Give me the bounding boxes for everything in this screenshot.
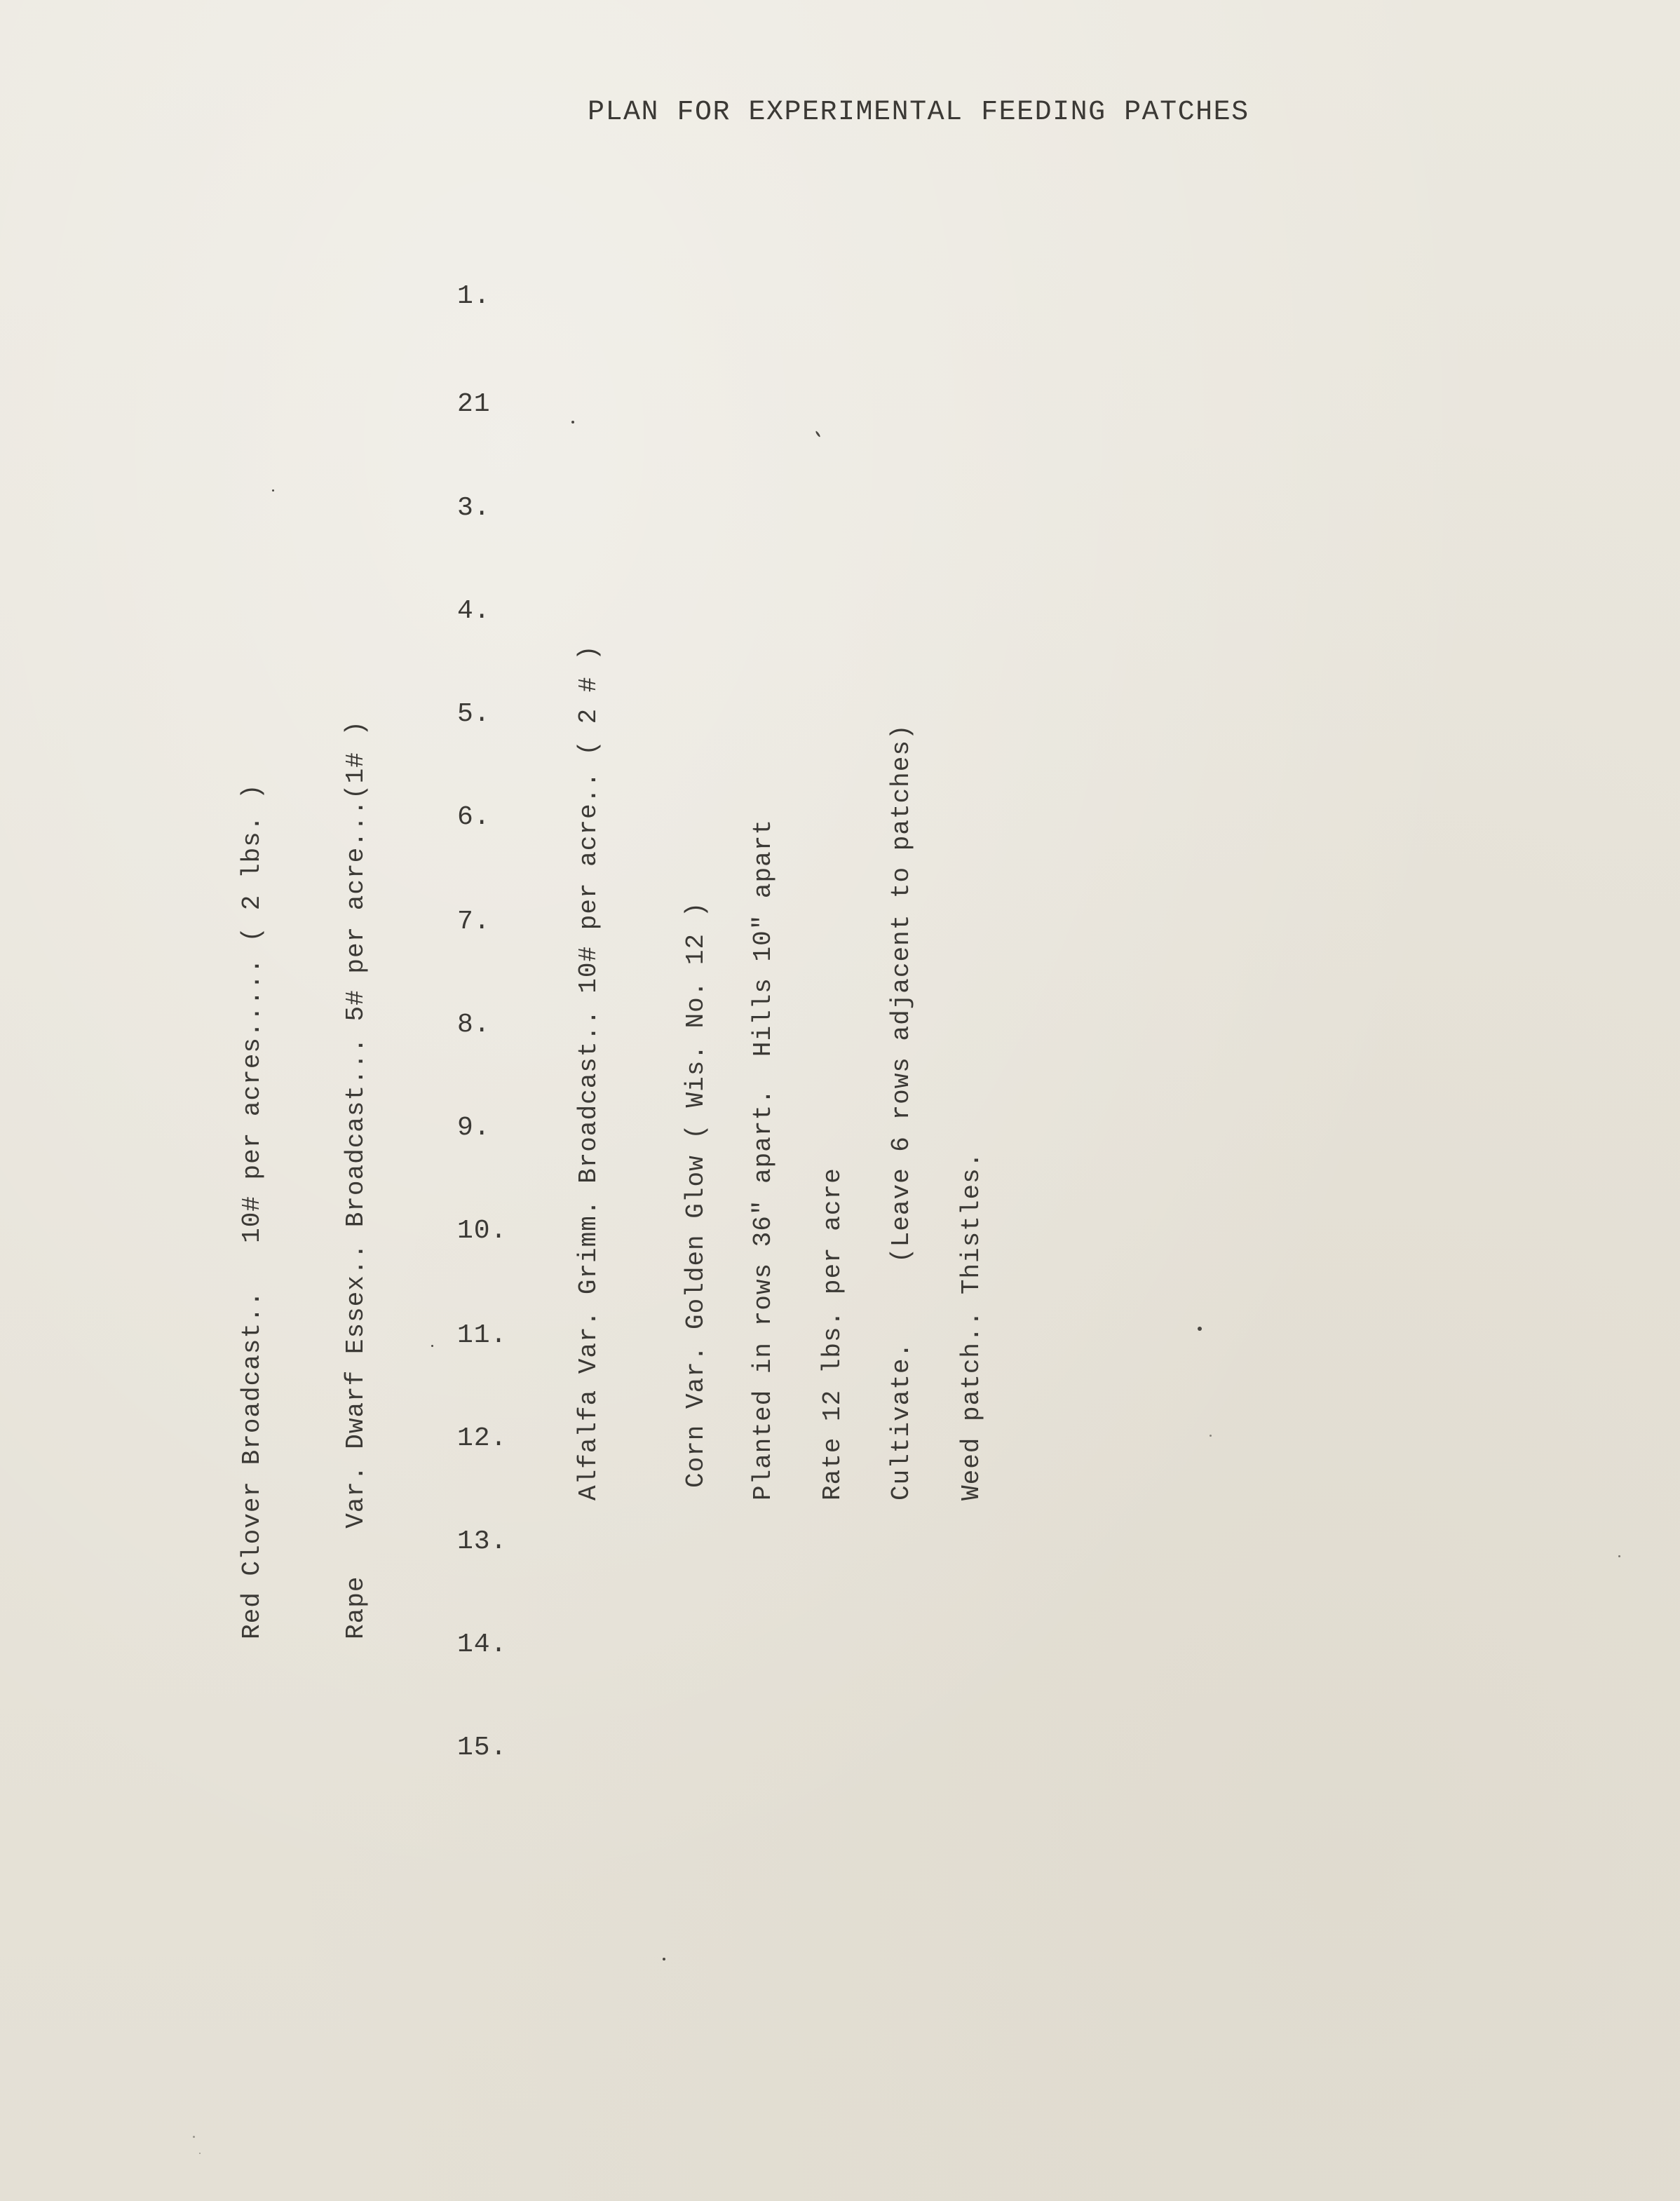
entry-cultivate: Cultivate. (Leave 6 rows adjacent to patches) — [887, 724, 916, 1501]
patch-number: 4. — [457, 596, 491, 626]
entry-rape: Rape Var. Dwarf Essex.. Broadcast... 5# per acre...(1# ) — [341, 719, 370, 1639]
patch-number: 5. — [457, 699, 491, 729]
patch-number: 12. — [457, 1423, 508, 1454]
patch-number: 8. — [457, 1010, 491, 1040]
patch-number: 21 — [457, 389, 491, 419]
patch-number: 1. — [457, 281, 491, 311]
patch-number: 9. — [457, 1113, 491, 1143]
entry-alfalfa: Alfalfa Var. Grimm. Broadcast.. 10# per acre.. ( 2 # ) — [574, 644, 603, 1501]
paper-speck — [199, 2153, 201, 2154]
paper-speck — [1210, 1435, 1212, 1437]
paper-speck — [663, 1958, 665, 1960]
patch-number: 15. — [457, 1733, 508, 1763]
entry-rate: Rate 12 lbs. per acre — [818, 1167, 847, 1501]
paper-speck — [431, 1345, 433, 1347]
patch-number: 14. — [457, 1630, 508, 1660]
entry-weed-patch: Weed patch.. Thistles. — [957, 1151, 986, 1501]
paper-speck — [1618, 1555, 1620, 1557]
paper-speck — [272, 489, 274, 492]
patch-number: 3. — [457, 493, 491, 523]
patch-number: 10. — [457, 1216, 508, 1246]
page-title: PLAN FOR EXPERIMENTAL FEEDING PATCHES — [588, 97, 1249, 128]
entry-corn: Corn Var. Golden Glow ( Wis. No. 12 ) — [682, 901, 710, 1488]
patch-number: 6. — [457, 802, 491, 832]
paper-speck — [193, 2136, 195, 2138]
patch-number: 11. — [457, 1320, 508, 1350]
paper-speck — [1198, 1327, 1202, 1331]
entry-red-clover: Red Clover Broadcast.. 10# per acres..... ( 2 lbs. ) — [238, 783, 266, 1639]
paper-speck — [571, 421, 574, 424]
patch-number: 13. — [457, 1526, 508, 1557]
stray-mark — [815, 431, 820, 438]
patch-number: 7. — [457, 907, 491, 937]
entry-planted-rows: Planted in rows 36" apart. Hills 10" apart — [749, 819, 778, 1501]
